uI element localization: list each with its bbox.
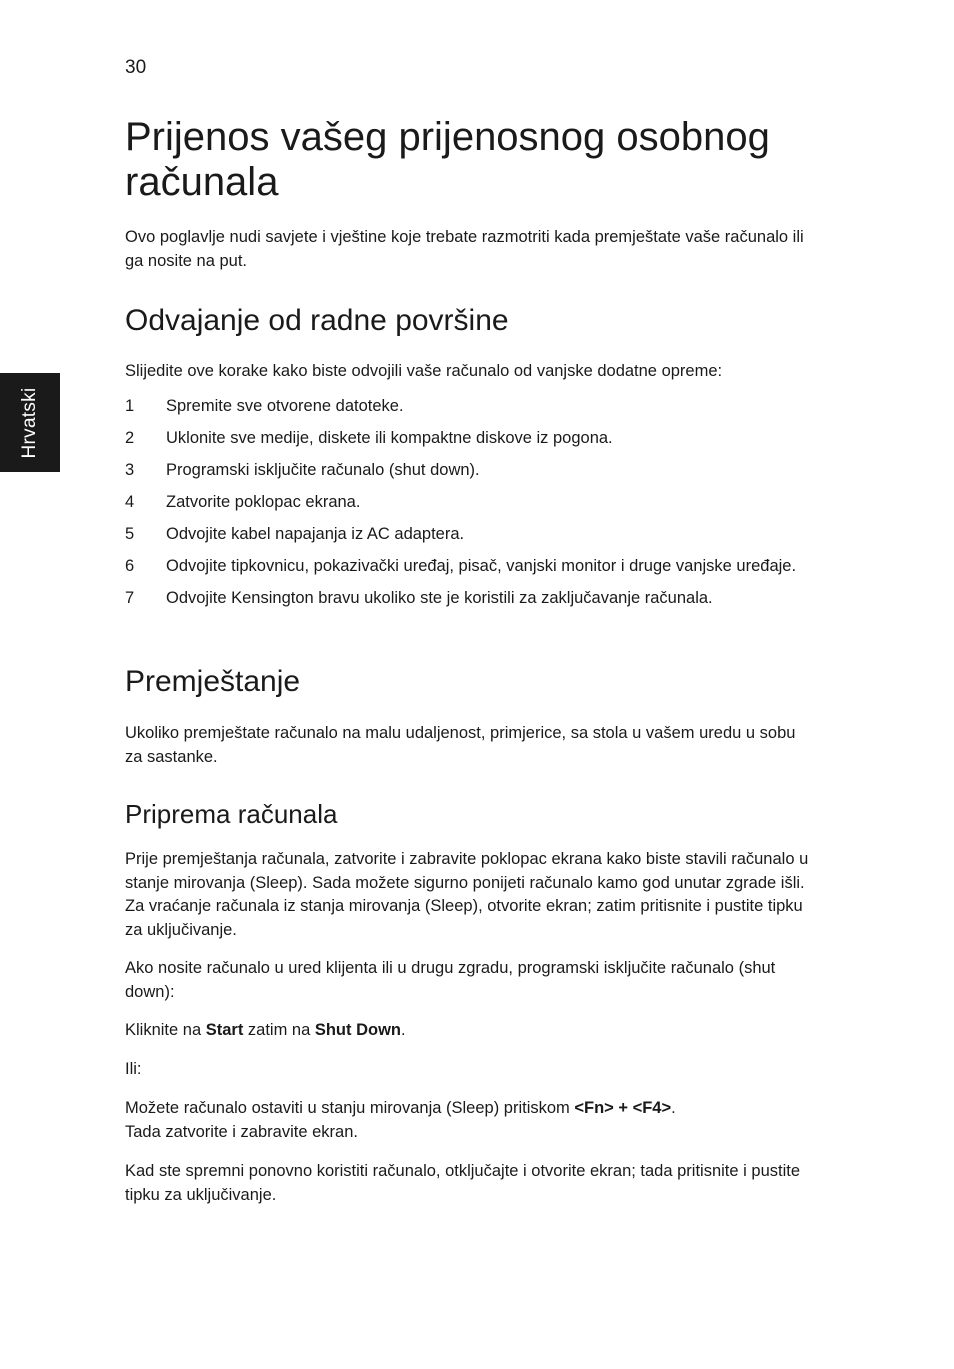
step-text: Zatvorite poklopac ekrana.	[166, 493, 361, 511]
list-item	[125, 523, 815, 547]
step-number: 5	[125, 525, 135, 543]
step-text: Spremite sve otvorene datoteke.	[166, 397, 404, 415]
intro-paragraph: Ovo poglavlje nudi savjete i vještine koje trebate razmotriti kada premještate vaše računalo ili ga nosite na put.	[125, 228, 804, 270]
step-number: 7	[125, 589, 135, 607]
step-number: 6	[125, 557, 135, 575]
list-item	[125, 491, 815, 515]
step-text: Odvojite kabel napajanja iz AC adaptera.	[166, 525, 465, 543]
list-item	[125, 555, 815, 579]
shut-down-label: Shut Down	[314, 1021, 401, 1039]
list-item	[125, 459, 815, 483]
instruction-text: zatim na	[243, 1021, 315, 1039]
instruction-text: .	[401, 1021, 406, 1039]
moving-lead: Ukoliko premještate računalo na malu udaljenost, primjerice, sa stola u vašem uredu u sobu za sastanke.	[125, 724, 796, 766]
preparing-paragraph-1: Prije premještanja računala, zatvorite i zabravite poklopac ekrana kako biste stavili računalo u stanje mirovanja (Sleep). Sada možete sigurno ponijeti računalo kamo god unutar zgrade išli. Za vraćanje računala iz stanja mirovanja (Sleep), otvorite ekran; zatim pritisnite i pustite tipku za uključivanje.	[125, 850, 809, 939]
instruction-text: Tada zatvorite i zabravite ekran.	[125, 1122, 358, 1141]
preparing-paragraph-final: Kad ste spremni ponovno koristiti računalo, otključajte i otvorite ekran; tada pritisnite i pustite tipku za uključivanje.	[125, 1162, 801, 1204]
language-side-tab	[0, 373, 60, 472]
key-combination: <Fn> + <F4>	[574, 1099, 672, 1117]
page-number: 30	[125, 57, 147, 78]
undocking-lead: Slijedite ove korake kako biste odvojili vaše računalo od vanjske dodatne opreme:	[125, 362, 723, 380]
preparing-paragraph-2: Ako nosite računalo u ured klijenta ili u drugu zgradu, programski isključite računalo (shut down):	[125, 959, 776, 1001]
instruction-text: .	[671, 1099, 676, 1117]
shutdown-instruction	[125, 1019, 815, 1043]
list-item	[125, 587, 815, 611]
section-heading-moving: Premještanje	[125, 665, 301, 698]
start-label: Start	[205, 1021, 244, 1039]
step-text: Programski isključite računalo (shut down).	[166, 461, 480, 479]
list-item	[125, 427, 815, 451]
section-heading-undocking: Odvajanje od radne površine	[125, 304, 509, 337]
section-heading-preparing: Priprema računala	[125, 799, 338, 829]
step-text: Odvojite tipkovnicu, pokazivački uređaj, pisač, vanjski monitor i druge vanjske uređaje.	[166, 557, 797, 575]
sleep-instruction	[125, 1097, 815, 1144]
instruction-text: Možete računalo ostaviti u stanju mirovanja (Sleep) pritiskom	[125, 1099, 575, 1117]
undocking-steps-list	[125, 395, 815, 619]
step-number: 2	[125, 429, 135, 447]
step-text: Uklonite sve medije, diskete ili kompaktne diskove iz pogona.	[166, 429, 613, 447]
page-title: Prijenos vašeg prijenosnog osobnog računala	[125, 115, 770, 204]
step-number: 4	[125, 493, 135, 511]
or-text: Ili:	[125, 1060, 142, 1078]
language-label: Hrvatski	[19, 386, 40, 459]
step-text: Odvojite Kensington bravu ukoliko ste je koristili za zaključavanje računala.	[166, 589, 713, 607]
instruction-text: Kliknite na	[125, 1021, 206, 1039]
list-item	[125, 395, 815, 419]
step-number: 1	[125, 397, 135, 415]
step-number: 3	[125, 461, 135, 479]
